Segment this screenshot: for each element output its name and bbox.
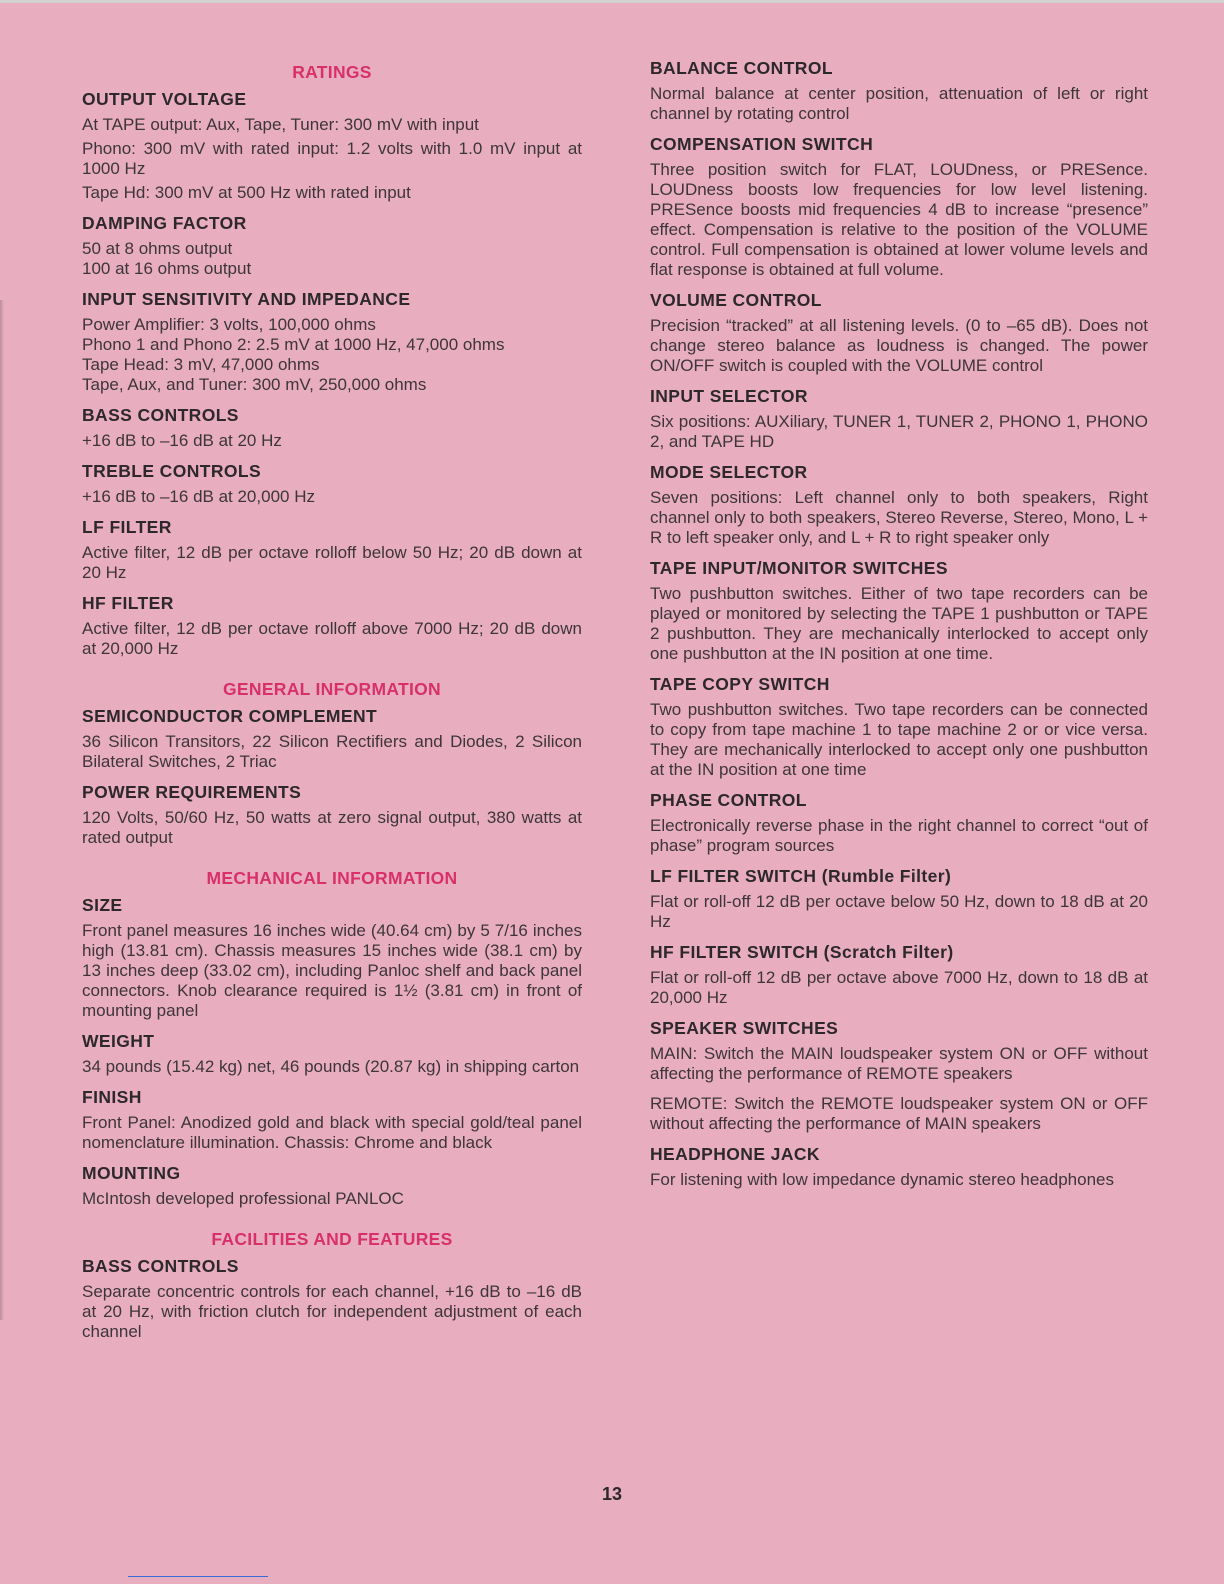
spec-tape-copy — [650, 674, 1148, 780]
spec-heading: TREBLE CONTROLS — [82, 461, 262, 481]
spec-text: Front panel measures 16 inches wide (40.64 cm) by 5 7/16 inches high (13.81 cm). Chassis measures 15 inches wide (38.1 cm) by 13 inches deep (33.02 cm), including Panloc shelf and back panel connectors. Knob clearance required is 1½ (3.81 cm) in front of mounting panel — [82, 921, 582, 1020]
spec-text: Tape Hd: 300 mV at 500 Hz with rated input — [82, 183, 411, 202]
spec-text: 120 Volts, 50/60 Hz, 50 watts at zero signal output, 380 watts at rated output — [82, 808, 582, 847]
right-column — [650, 58, 1148, 1200]
spec-text: Seven positions: Left channel only to both speakers, Right channel only to both speakers, Stereo Reverse, Stereo, Mono, L + R to left speaker only, and L + R to right speaker only — [650, 488, 1148, 547]
spec-heading: HF FILTER SWITCH (Scratch Filter) — [650, 942, 954, 962]
spec-weight — [82, 1031, 582, 1077]
spec-text: +16 dB to –16 dB at 20 Hz — [82, 431, 282, 450]
spec-text: +16 dB to –16 dB at 20,000 Hz — [82, 487, 315, 506]
spec-text: 50 at 8 ohms output — [82, 239, 233, 258]
spec-text: Active filter, 12 dB per octave rolloff above 7000 Hz; 20 dB down at 20,000 Hz — [82, 619, 582, 658]
spec-text: At TAPE output: Aux, Tape, Tuner: 300 mV with input — [82, 115, 479, 134]
spec-tape-input-monitor — [650, 558, 1148, 664]
spec-text: Flat or roll-off 12 dB per octave below 50 Hz, down to 18 dB at 20 Hz — [650, 892, 1148, 931]
spec-text: Front Panel: Anodized gold and black with special gold/teal panel nomenclature illumination. Chassis: Chrome and black — [82, 1113, 582, 1152]
section-title-facilities: FACILITIES AND FEATURES — [211, 1229, 453, 1249]
spec-heading: OUTPUT VOLTAGE — [82, 89, 247, 109]
spec-heading: PHASE CONTROL — [650, 790, 807, 810]
spec-output-voltage — [82, 89, 582, 203]
spec-damping-factor — [82, 213, 582, 279]
page-number: 13 — [601, 1484, 623, 1504]
spec-heading: FINISH — [82, 1087, 142, 1107]
spec-text: Six positions: AUXiliary, TUNER 1, TUNER 2, PHONO 1, PHONO 2, and TAPE HD — [650, 412, 1148, 451]
spec-balance-control — [650, 58, 1148, 124]
spec-mounting — [82, 1163, 582, 1209]
spec-lf-filter-switch — [650, 866, 1148, 932]
spec-hf-filter — [82, 593, 582, 659]
spec-lf-filter — [82, 517, 582, 583]
spec-semiconductor — [82, 706, 582, 772]
spec-text: Three position switch for FLAT, LOUDness, or PRESence. LOUDness boosts low frequencies for low level listening. PRESence boosts mid frequencies 4 dB to increase “presence” effect. Compensation is relative to the position of the VOLUME control. Full compensation is obtained at lower volume levels and flat response is obtained at full volume. — [650, 160, 1148, 279]
spec-text: Phono: 300 mV with rated input: 1.2 volts with 1.0 mV input at 1000 Hz — [82, 139, 582, 178]
spec-text: 34 pounds (15.42 kg) net, 46 pounds (20.87 kg) in shipping carton — [82, 1057, 580, 1076]
spec-heading: DAMPING FACTOR — [82, 213, 247, 233]
spec-speaker-switches — [650, 1018, 1148, 1134]
spec-hf-filter-switch — [650, 942, 1148, 1008]
spec-text: REMOTE: Switch the REMOTE loudspeaker system ON or OFF without affecting the performance of MAIN speakers — [650, 1094, 1148, 1133]
section-title-general: GENERAL INFORMATION — [223, 679, 441, 699]
spec-text: MAIN: Switch the MAIN loudspeaker system ON or OFF without affecting the performance of REMOTE speakers — [650, 1044, 1148, 1083]
spec-heading: COMPENSATION SWITCH — [650, 134, 874, 154]
spec-heading: SPEAKER SWITCHES — [650, 1018, 839, 1038]
spec-heading: MODE SELECTOR — [650, 462, 808, 482]
spec-heading: LF FILTER — [82, 517, 172, 537]
section-title-ratings: RATINGS — [292, 62, 372, 82]
spec-heading: LF FILTER SWITCH (Rumble Filter) — [650, 866, 952, 886]
spec-heading: POWER REQUIREMENTS — [82, 782, 302, 802]
spec-text: Two pushbutton switches. Two tape recorders can be connected to copy from tape machine 1 to tape machine 2 or or vice versa. They are mechanically interlocked to accept only one pushbutton at the IN position at one time — [650, 700, 1148, 779]
spec-heading: BALANCE CONTROL — [650, 58, 833, 78]
spec-heading: INPUT SENSITIVITY AND IMPEDANCE — [82, 289, 411, 309]
spec-heading: INPUT SELECTOR — [650, 386, 808, 406]
spec-text: 100 at 16 ohms output — [82, 259, 252, 278]
spec-input-selector — [650, 386, 1148, 452]
spec-heading: BASS CONTROLS — [82, 1256, 239, 1276]
spec-heading: VOLUME CONTROL — [650, 290, 822, 310]
spec-text: Tape Head: 3 mV, 47,000 ohms — [82, 355, 320, 374]
spec-size — [82, 895, 582, 1021]
spec-text: Normal balance at center position, attenuation of left or right channel by rotating control — [650, 84, 1148, 123]
spec-text: 36 Silicon Transitors, 22 Silicon Rectifiers and Diodes, 2 Silicon Bilateral Switches, 2 Triac — [82, 732, 582, 771]
spec-text: Tape, Aux, and Tuner: 300 mV, 250,000 ohms — [82, 375, 427, 394]
spec-heading: HF FILTER — [82, 593, 174, 613]
spec-text: Power Amplifier: 3 volts, 100,000 ohms — [82, 315, 376, 334]
spec-volume-control — [650, 290, 1148, 376]
spec-text: Two pushbutton switches. Either of two tape recorders can be played or monitored by selecting the TAPE 1 pushbutton or TAPE 2 pushbutton. They are mechanically interlocked to accept only one pushbutton at the IN position at one time. — [650, 584, 1148, 663]
spec-heading: HEADPHONE JACK — [650, 1144, 820, 1164]
spec-heading: WEIGHT — [82, 1031, 155, 1051]
spec-text: McIntosh developed professional PANLOC — [82, 1189, 404, 1208]
spec-text: For listening with low impedance dynamic stereo headphones — [650, 1170, 1114, 1189]
left-column — [82, 58, 582, 1352]
spec-power-requirements — [82, 782, 582, 848]
spec-heading: MOUNTING — [82, 1163, 181, 1183]
spec-text: Electronically reverse phase in the right channel to correct “out of phase” program sources — [650, 816, 1148, 855]
spec-treble-controls — [82, 461, 582, 507]
spec-text: Precision “tracked” at all listening levels. (0 to –65 dB). Does not change stereo balance as loudness is changed. The power ON/OFF switch is coupled with the VOLUME control — [650, 316, 1148, 375]
page-top-edge — [0, 0, 1224, 3]
spec-phase-control — [650, 790, 1148, 856]
spec-heading: BASS CONTROLS — [82, 405, 239, 425]
spec-text: Separate concentric controls for each channel, +16 dB to –16 dB at 20 Hz, with friction clutch for independent adjustment of each channel — [82, 1282, 582, 1341]
spec-heading: TAPE INPUT/MONITOR SWITCHES — [650, 558, 948, 578]
spec-compensation-switch — [650, 134, 1148, 280]
spec-text: Active filter, 12 dB per octave rolloff below 50 Hz; 20 dB down at 20 Hz — [82, 543, 582, 582]
section-title-mechanical: MECHANICAL INFORMATION — [206, 868, 458, 888]
spec-input-sensitivity — [82, 289, 582, 395]
spec-text: Flat or roll-off 12 dB per octave above 7000 Hz, down to 18 dB at 20,000 Hz — [650, 968, 1148, 1007]
spec-heading: SIZE — [82, 895, 123, 915]
footer-rule — [128, 1576, 268, 1577]
spec-heading: TAPE COPY SWITCH — [650, 674, 830, 694]
spec-headphone-jack — [650, 1144, 1148, 1190]
spec-text: Phono 1 and Phono 2: 2.5 mV at 1000 Hz, 47,000 ohms — [82, 335, 505, 354]
spec-bass-controls — [82, 405, 582, 451]
spec-finish — [82, 1087, 582, 1153]
spec-heading: SEMICONDUCTOR COMPLEMENT — [82, 706, 378, 726]
spec-mode-selector — [650, 462, 1148, 548]
binding-edge — [0, 300, 4, 1320]
spec-bass-controls-features — [82, 1256, 582, 1342]
